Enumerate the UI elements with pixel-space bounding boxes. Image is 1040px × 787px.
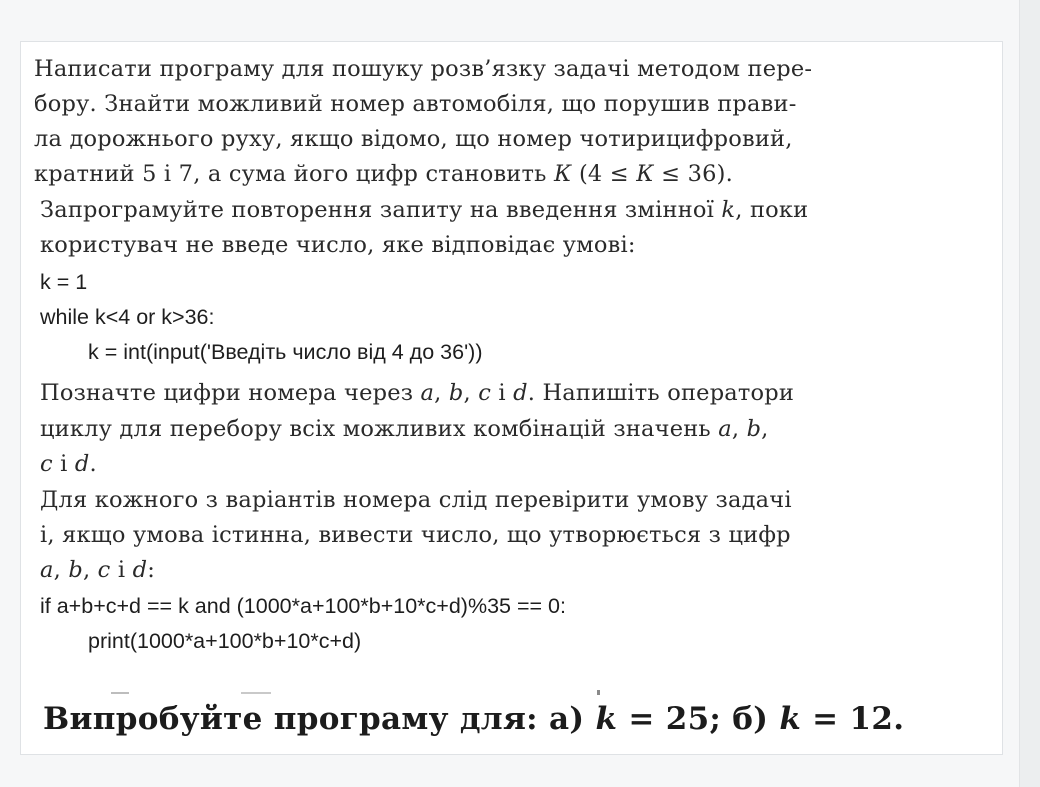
para3-line2-text-a: циклу для перебору всіх можливих комбінацій значень [40, 416, 719, 442]
sep: і [52, 451, 75, 477]
para2-line1 [40, 199, 808, 222]
var-k-2: k [779, 701, 802, 737]
para3-line1-text-a: Позначте цифри номера через [40, 380, 421, 406]
para2-line2: користувач не введе число, яке відповідає умові: [40, 232, 636, 258]
sep: , [434, 380, 449, 406]
sep: , [731, 416, 747, 442]
para3-line3-text: . [89, 451, 97, 477]
var-d: d [513, 380, 528, 406]
para1-line4-text-a: кратний 5 і 7, а сума його цифр становить [34, 161, 554, 187]
para4-line3-text: : [147, 557, 155, 583]
var-b: b [746, 416, 762, 442]
final-text-a: Випробуйте програму для: а) [43, 701, 596, 737]
var-c: c [40, 451, 53, 477]
final-text-c: = 12. [801, 701, 905, 737]
var-d: d [132, 557, 148, 583]
scrollbar-track[interactable] [1019, 0, 1040, 787]
code1-line3: k = int(input('Введіть число від 4 до 36')) [88, 340, 483, 364]
var-k-1: k [595, 701, 618, 737]
para4-line1: Для кожного з варіантів номера слід перевірити умову задачі [40, 487, 792, 513]
final-instruction [43, 701, 905, 737]
para1-line4-text-c: ≤ 36). [653, 161, 733, 187]
para1-line4-text-b: (4 ≤ [571, 161, 637, 187]
para3-line1 [40, 382, 794, 405]
var-c: c [478, 380, 492, 406]
var-K-2: К [636, 161, 654, 187]
para3-line1-text-b: . Напишіть оператори [527, 380, 795, 406]
sep: , [463, 380, 479, 406]
scan-artifact [111, 690, 631, 696]
code1-line2: while k<4 or k>36: [40, 305, 215, 329]
final-text-b: = 25; б) [617, 701, 780, 737]
sep: , [82, 557, 98, 583]
para3-line2-text-b: , [761, 416, 769, 442]
textbook-excerpt [20, 41, 1003, 755]
para3-line2 [40, 418, 769, 441]
para4-line3 [40, 559, 155, 582]
var-a: a [718, 416, 732, 442]
para1-line3: ла дорожнього руху, якщо відомо, що номер чотирицифровий, [34, 126, 793, 152]
sep: і [110, 557, 133, 583]
var-d: d [74, 451, 90, 477]
para2-line1-text-a: Запрограмуйте повторення запиту на введення змінної [40, 197, 722, 223]
var-c: c [97, 557, 111, 583]
sep: і [491, 380, 514, 406]
var-a: a [40, 557, 54, 583]
para1-line1: Написати програму для пошуку розв’язку задачі методом пере- [34, 56, 813, 82]
para3-line3 [40, 453, 97, 476]
var-a: a [420, 380, 435, 406]
var-K: К [553, 161, 572, 187]
sep: , [53, 557, 69, 583]
var-k: k [721, 197, 736, 223]
code1-line1: k = 1 [40, 270, 88, 294]
para4-line2: і, якщо умова істинна, вивести число, що утворюється з цифр [40, 522, 791, 548]
para1-line2: бору. Знайти можливий номер автомобіля, що порушив прави- [34, 91, 797, 117]
var-b: b [68, 557, 83, 583]
code2-line1: if a+b+c+d == k and (1000*a+100*b+10*c+d)%35 == 0: [40, 594, 566, 618]
var-b: b [448, 380, 464, 406]
code2-line2: print(1000*a+100*b+10*c+d) [88, 629, 362, 653]
para2-line1-text-b: , поки [735, 197, 809, 223]
para1-line4 [34, 163, 733, 186]
